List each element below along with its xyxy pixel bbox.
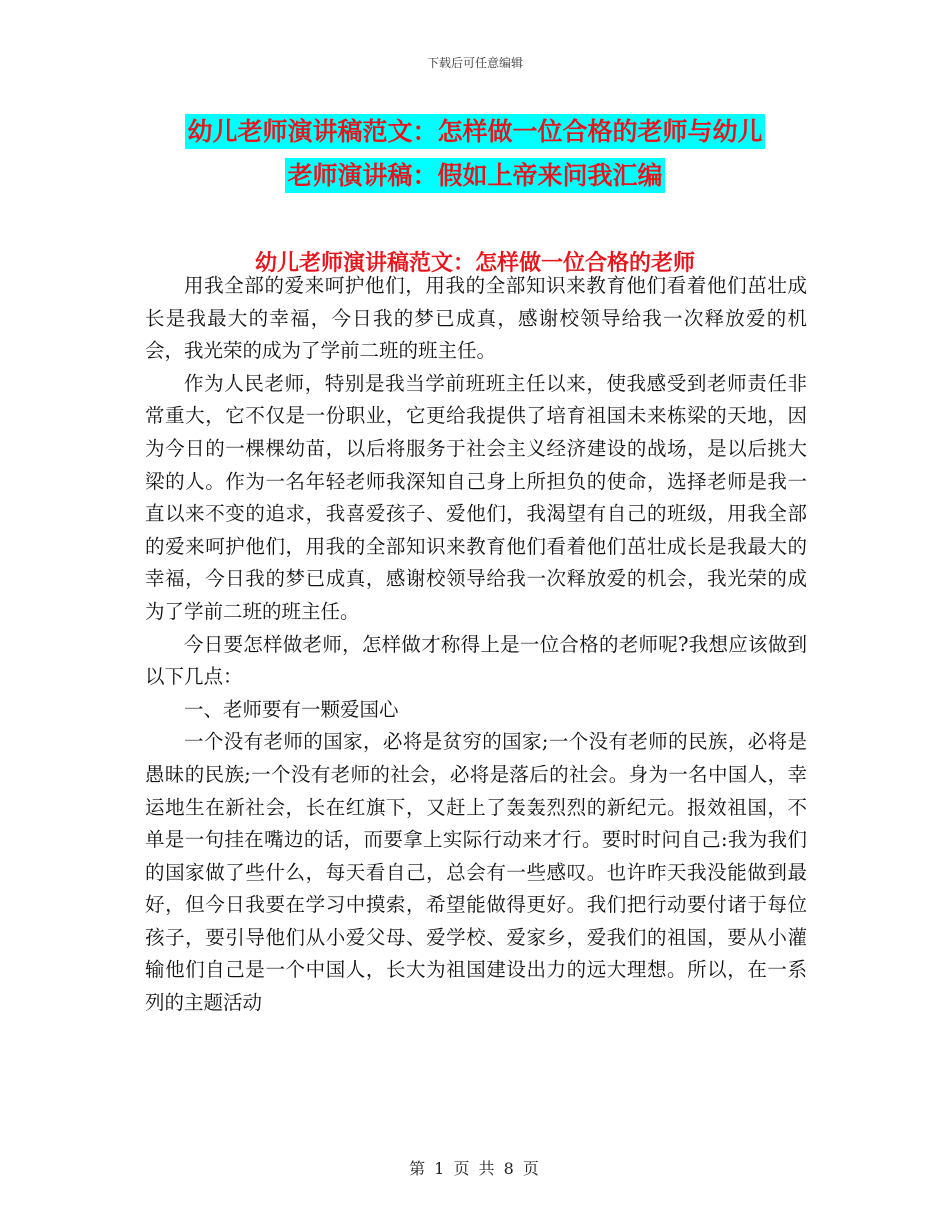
paragraph-heading: 一、老师要有一颗爱国心 xyxy=(184,697,399,721)
title-line-2: 老师演讲稿：假如上帝来问我汇编 xyxy=(285,158,664,193)
page-footer: 第 1 页 共 8 页 xyxy=(409,1159,541,1178)
paragraph: 今日要怎样做老师，怎样做才称得上是一位合格的老师呢?我想应该做到以下几点： xyxy=(145,632,807,689)
section-title: 幼儿老师演讲稿范文：怎样做一位合格的老师 xyxy=(254,251,695,276)
paragraph: 作为人民老师，特别是我当学前班班主任以来，使我感受到老师责任非常重大，它不仅是一份职业，它更给我提供了培育祖国未来栋梁的天地，因为今日的一棵棵幼苗，以后将服务于社会主义经济建设的战场，是以后挑大梁的人。作为一名年轻老师我深知自己身上所担负的使命，选择老师是我一直以来不变的追求，我喜爱孩子、爱他们，我渴望有自己的班级，用我全部的爱来呵护他们，用我的全部知识来教育他们看着他们茁壮成长是我最大的幸福，今日我的梦已成真，感谢校领导给我一次释放爱的机会，我光荣的成为了学前二班的班主任。 xyxy=(145,371,807,623)
document-title xyxy=(0,110,950,198)
document-body xyxy=(145,270,807,1020)
page-header: 下载后可任意编辑 xyxy=(426,56,523,70)
title-line-1: 幼儿老师演讲稿范文：怎样做一位合格的老师与幼儿 xyxy=(185,114,764,149)
paragraph: 用我全部的爱来呵护他们，用我的全部知识来教育他们看着他们茁壮成长是我最大的幸福，今日我的梦已成真，感谢校领导给我一次释放爱的机会，我光荣的成为了学前二班的班主任。 xyxy=(145,274,807,363)
paragraph: 一个没有老师的国家，必将是贫穷的国家;一个没有老师的民族，必将是愚昧的民族;一个没有老师的社会，必将是落后的社会。身为一名中国人，幸运地生在新社会，长在红旗下，又赶上了轰轰烈烈的新纪元。报效祖国，不单是一句挂在嘴边的话，而要拿上实际行动来才行。要时时问自己:我为我们的国家做了些什么，每天看自己，总会有一些感叹。也许昨天我没能做到最好，但今日我要在学习中摸索，希望能做得更好。我们把行动要付诸于每位孩子，要引导他们从小爱父母、爱学校、爱家乡，爱我们的祖国，要从小灌输他们自己是一个中国人，长大为祖国建设出力的远大理想。所以，在一系列的主题活动 xyxy=(145,730,807,1015)
